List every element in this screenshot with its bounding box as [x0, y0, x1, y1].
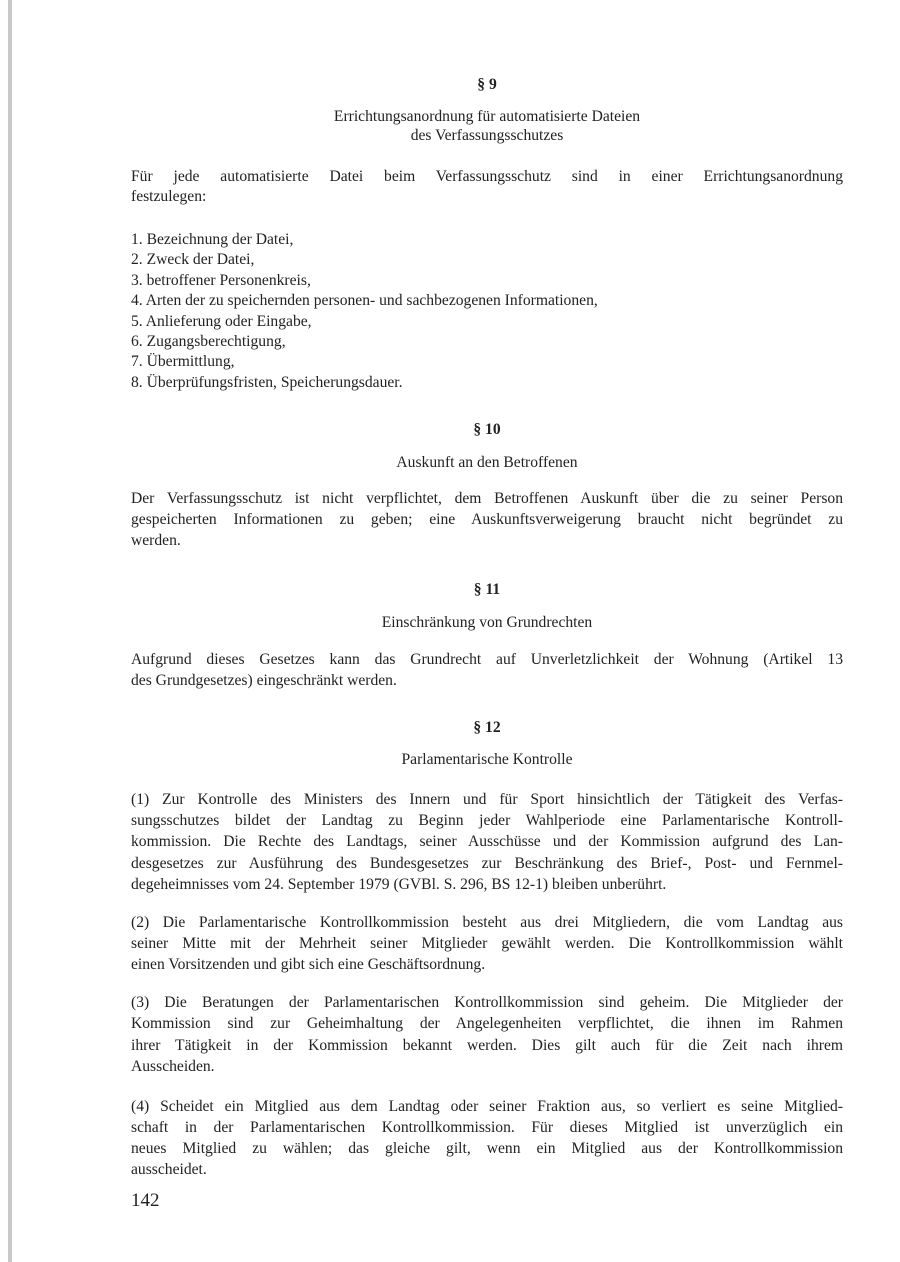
- paragraph-line: Für jede automatisierte Datei beim Verfassungsschutz sind in einer Errichtungsanordnung: [131, 168, 843, 185]
- section-number: § 10: [473, 421, 501, 438]
- paragraph-line: seiner Mitte mit der Mehrheit seiner Mitglieder gewählt werden. Die Kontrollkommission wählt: [131, 935, 843, 952]
- paragraph-line: neues Mitglied zu wählen; das gleiche gilt, wenn ein Mitglied aus der Kontrollkommission: [131, 1140, 843, 1157]
- list-item: 8. Überprüfungsfristen, Speicherungsdauer.: [131, 373, 403, 391]
- list-item: 1. Bezeichnung der Datei,: [131, 231, 294, 248]
- paragraph-line: (4) Scheidet ein Mitglied aus dem Landtag oder seiner Fraktion aus, so verliert es seine Mitglied-: [131, 1098, 843, 1115]
- paragraph-line: (1) Zur Kontrolle des Ministers des Innern und für Sport hinsichtlich der Tätigkeit des Verfas-: [131, 791, 843, 808]
- section-title: Parlamentarische Kontrolle: [401, 751, 573, 768]
- section-title: des Verfassungsschutzes: [410, 127, 564, 144]
- paragraph-line: des Grundgesetzes) eingeschränkt werden.: [131, 672, 397, 689]
- paragraph-line: desgesetzes zur Ausführung des Bundesgesetzes zur Beschränkung des Brief-, Post- und Fernmel-: [131, 854, 843, 872]
- list-item: 5. Anlieferung oder Eingabe,: [131, 312, 312, 330]
- paragraph-line: (3) Die Beratungen der Parlamentarischen Kontrollkommission sind geheim. Die Mitglieder der: [131, 994, 843, 1011]
- list-item: 2. Zweck der Datei,: [131, 251, 255, 269]
- paragraph-line: werden.: [131, 532, 181, 549]
- list-item: 7. Übermittlung,: [131, 353, 235, 371]
- list-item: 6. Zugangsberechtigung,: [131, 333, 286, 350]
- section-number: § 9: [477, 76, 497, 93]
- paragraph-line: (2) Die Parlamentarische Kontrollkommission besteht aus drei Mitgliedern, die vom Landtag aus: [131, 914, 843, 931]
- section-number: § 11: [473, 581, 501, 598]
- paragraph-line: degeheimnisses vom 24. September 1979 (GVBl. S. 296, BS 12-1) bleiben unberührt.: [131, 875, 667, 893]
- paragraph-line: sungsschutzes bildet der Landtag zu Beginn jeder Wahlperiode eine Parlamentarische Kontroll-: [131, 812, 843, 830]
- paragraph-line: festzulegen:: [131, 188, 207, 205]
- page-number: 142: [131, 1190, 160, 1211]
- section-title: Einschränkung von Grundrechten: [381, 614, 593, 631]
- section-title: Auskunft an den Betroffenen: [396, 454, 578, 471]
- paragraph-line: Kommission sind zur Geheimhaltung der Angelegenheiten verpflichtet, die ihnen im Rahmen: [131, 1015, 843, 1033]
- list-item: 3. betroffener Personenkreis,: [131, 271, 311, 289]
- section-title: Errichtungsanordnung für automatisierte Dateien: [333, 108, 641, 125]
- paragraph-line: ihrer Tätigkeit in der Kommission bekannt werden. Dies gilt auch für die Zeit nach ihrem: [131, 1036, 843, 1054]
- paragraph-line: schaft in der Parlamentarischen Kontrollkommission. Für dieses Mitglied ist unverzüglich ein: [131, 1119, 843, 1136]
- paragraph-line: ausscheidet.: [131, 1161, 207, 1178]
- paragraph-line: kommission. Die Rechte des Landtags, seiner Ausschüsse und der Kommission aufgrund des Lan-: [131, 833, 843, 851]
- paragraph-line: gespeicherten Informationen zu geben; eine Auskunftsverweigerung braucht nicht begründet zu: [131, 511, 843, 528]
- scan-binding-edge: [8, 0, 12, 1262]
- paragraph-line: Der Verfassungsschutz ist nicht verpflichtet, dem Betroffenen Auskunft über die zu seiner Person: [131, 490, 843, 507]
- paragraph-line: Aufgrund dieses Gesetzes kann das Grundrecht auf Unverletzlichkeit der Wohnung (Artikel 13: [131, 651, 843, 668]
- list-item: 4. Arten der zu speichernden personen- und sachbezogenen Informationen,: [131, 292, 598, 310]
- section-number: § 12: [473, 719, 501, 736]
- paragraph-line: einen Vorsitzenden und gibt sich eine Geschäftsordnung.: [131, 956, 486, 973]
- paragraph-line: Ausscheiden.: [131, 1057, 215, 1075]
